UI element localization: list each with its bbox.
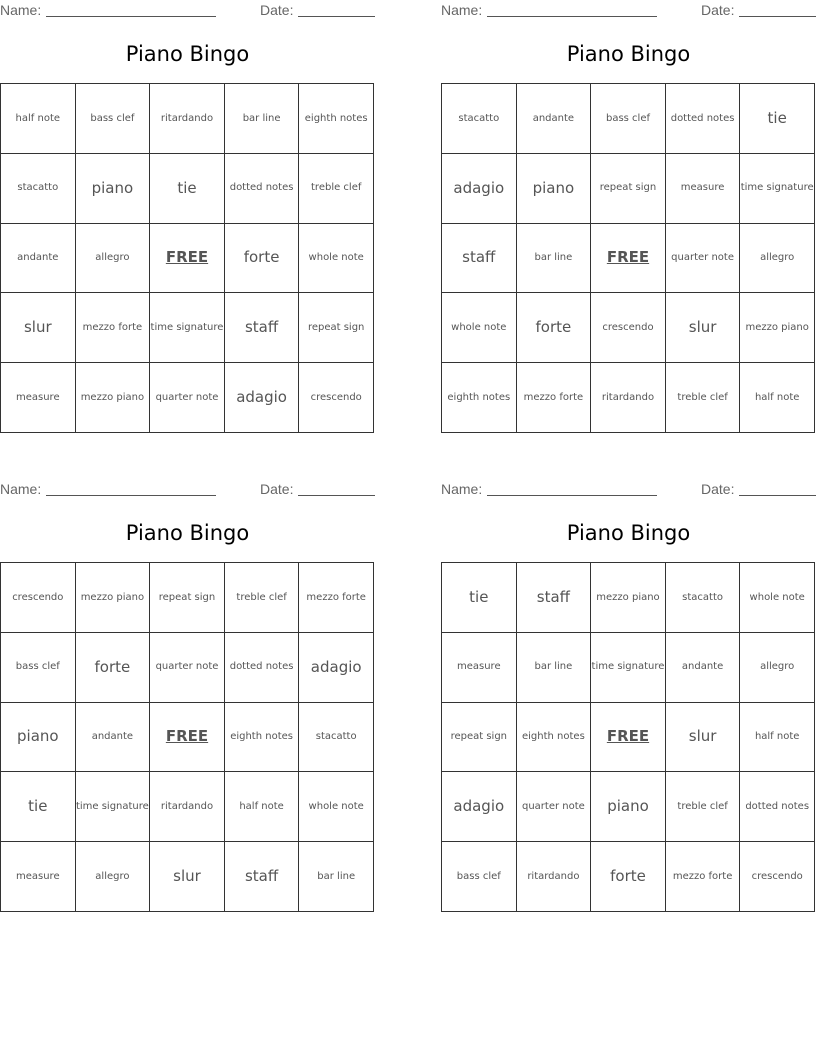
bingo-cell: measure [666, 154, 741, 224]
card-title: Piano Bingo [566, 521, 691, 545]
bingo-free-space: FREE [150, 703, 225, 773]
bingo-cell: time signature [740, 154, 815, 224]
bingo-cell: measure [442, 633, 517, 703]
bingo-cell: dotted notes [666, 84, 741, 154]
bingo-cell: staff [517, 563, 592, 633]
bingo-cell: andante [1, 224, 76, 294]
bingo-cell: slur [666, 293, 741, 363]
card-title: Piano Bingo [125, 521, 250, 545]
name-label: Name: [0, 481, 42, 497]
name-field-line [46, 495, 216, 496]
bingo-cell: eighth notes [225, 703, 300, 773]
bingo-cell: stacatto [299, 703, 374, 773]
bingo-cell: bar line [517, 633, 592, 703]
bingo-cell: crescendo [1, 563, 76, 633]
bingo-cell: forte [76, 633, 151, 703]
bingo-cell: ritardando [517, 842, 592, 912]
bingo-cell: allegro [76, 224, 151, 294]
name-date-row [0, 479, 375, 501]
bingo-cell: stacatto [666, 563, 741, 633]
bingo-cell: whole note [740, 563, 815, 633]
bingo-cell: tie [1, 772, 76, 842]
bingo-cell: bass clef [591, 84, 666, 154]
name-date-row [0, 0, 375, 22]
bingo-cell: mezzo forte [76, 293, 151, 363]
bingo-cell: forte [225, 224, 300, 294]
bingo-cell: forte [591, 842, 666, 912]
bingo-cell: bass clef [76, 84, 151, 154]
bingo-cell: bar line [517, 224, 592, 294]
bingo-cell: quarter note [150, 633, 225, 703]
bingo-cell: whole note [442, 293, 517, 363]
bingo-cell: ritardando [150, 84, 225, 154]
bingo-cell: bar line [299, 842, 374, 912]
name-label: Name: [441, 481, 483, 497]
bingo-cell: adagio [442, 772, 517, 842]
bingo-grid [0, 83, 374, 433]
bingo-cell: allegro [740, 224, 815, 294]
bingo-cell: treble clef [666, 772, 741, 842]
bingo-cell: whole note [299, 224, 374, 294]
bingo-cell: time signature [76, 772, 151, 842]
bingo-cell: staff [225, 293, 300, 363]
card-title: Piano Bingo [566, 42, 691, 66]
name-field-line [46, 16, 216, 17]
bingo-cell: ritardando [591, 363, 666, 433]
card-title: Piano Bingo [125, 42, 250, 66]
date-field-line [298, 495, 375, 496]
bingo-cell: time signature [591, 633, 666, 703]
bingo-cell: crescendo [591, 293, 666, 363]
name-field-line [487, 16, 657, 17]
bingo-cell: eighth notes [299, 84, 374, 154]
bingo-card-1 [0, 0, 375, 430]
bingo-cell: measure [1, 363, 76, 433]
bingo-free-space: FREE [591, 224, 666, 294]
bingo-cell: dotted notes [225, 633, 300, 703]
bingo-cell: dotted notes [225, 154, 300, 224]
bingo-card-4 [441, 479, 816, 909]
bingo-cell: piano [1, 703, 76, 773]
bingo-cell: piano [76, 154, 151, 224]
bingo-cell: measure [1, 842, 76, 912]
bingo-cell: mezzo piano [740, 293, 815, 363]
bingo-cell: tie [150, 154, 225, 224]
bingo-cell: mezzo forte [299, 563, 374, 633]
date-label: Date: [260, 2, 294, 18]
bingo-cell: ritardando [150, 772, 225, 842]
date-field-line [298, 16, 375, 17]
bingo-cell: repeat sign [299, 293, 374, 363]
bingo-cell: slur [1, 293, 76, 363]
name-label: Name: [441, 2, 483, 18]
bingo-cell: adagio [225, 363, 300, 433]
bingo-card-3 [0, 479, 375, 909]
bingo-cell: treble clef [225, 563, 300, 633]
bingo-cell: half note [1, 84, 76, 154]
bingo-cell: staff [225, 842, 300, 912]
bingo-card-2 [441, 0, 816, 430]
bingo-cell: half note [225, 772, 300, 842]
bingo-cell: allegro [76, 842, 151, 912]
name-date-row [441, 0, 816, 22]
bingo-cell: crescendo [740, 842, 815, 912]
bingo-cell: treble clef [299, 154, 374, 224]
bingo-cell: bar line [225, 84, 300, 154]
date-label: Date: [260, 481, 294, 497]
name-label: Name: [0, 2, 42, 18]
date-label: Date: [701, 2, 735, 18]
bingo-cell: piano [591, 772, 666, 842]
bingo-cell: half note [740, 703, 815, 773]
bingo-free-space: FREE [150, 224, 225, 294]
bingo-cell: piano [517, 154, 592, 224]
bingo-cell: half note [740, 363, 815, 433]
date-label: Date: [701, 481, 735, 497]
bingo-cell: andante [517, 84, 592, 154]
bingo-cell: andante [76, 703, 151, 773]
bingo-cell: adagio [299, 633, 374, 703]
bingo-cell: andante [666, 633, 741, 703]
bingo-cell: eighth notes [442, 363, 517, 433]
bingo-cell: staff [442, 224, 517, 294]
bingo-cell: repeat sign [150, 563, 225, 633]
bingo-cell: mezzo forte [517, 363, 592, 433]
bingo-cell: whole note [299, 772, 374, 842]
bingo-cell: repeat sign [442, 703, 517, 773]
date-field-line [739, 16, 816, 17]
bingo-cell: forte [517, 293, 592, 363]
bingo-cell: tie [442, 563, 517, 633]
bingo-cell: stacatto [1, 154, 76, 224]
bingo-cell: bass clef [442, 842, 517, 912]
bingo-cell: bass clef [1, 633, 76, 703]
bingo-cell: mezzo forte [666, 842, 741, 912]
bingo-cell: quarter note [150, 363, 225, 433]
bingo-cell: repeat sign [591, 154, 666, 224]
bingo-cell: tie [740, 84, 815, 154]
bingo-free-space: FREE [591, 703, 666, 773]
bingo-cell: mezzo piano [76, 563, 151, 633]
bingo-cell: eighth notes [517, 703, 592, 773]
bingo-cell: treble clef [666, 363, 741, 433]
bingo-grid [441, 83, 815, 433]
bingo-cell: quarter note [517, 772, 592, 842]
bingo-cell: adagio [442, 154, 517, 224]
bingo-cell: mezzo piano [76, 363, 151, 433]
name-field-line [487, 495, 657, 496]
bingo-grid [0, 562, 374, 912]
bingo-cell: stacatto [442, 84, 517, 154]
bingo-cell: crescendo [299, 363, 374, 433]
date-field-line [739, 495, 816, 496]
bingo-grid [441, 562, 815, 912]
bingo-cell: time signature [150, 293, 225, 363]
bingo-cell: quarter note [666, 224, 741, 294]
bingo-cell: dotted notes [740, 772, 815, 842]
name-date-row [441, 479, 816, 501]
bingo-cell: allegro [740, 633, 815, 703]
bingo-cell: mezzo piano [591, 563, 666, 633]
bingo-cell: slur [150, 842, 225, 912]
bingo-cell: slur [666, 703, 741, 773]
